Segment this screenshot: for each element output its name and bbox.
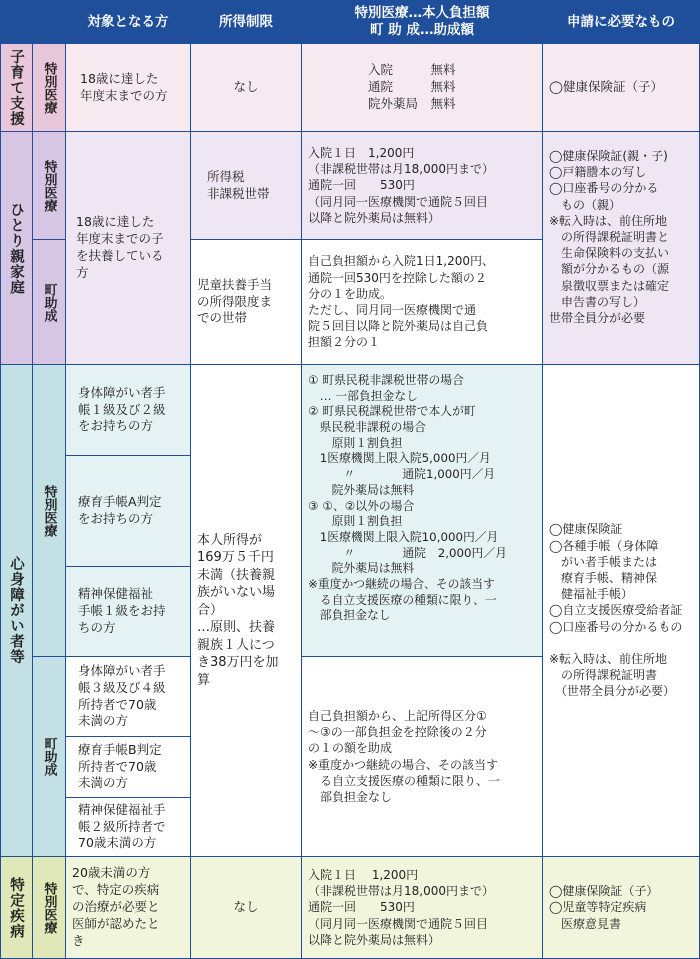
category-specific-disease: 特定疾病 [1,857,32,958]
sub-childcare-special: 特別医療 [33,44,65,131]
disability-target-special-3: 精神保健福祉 手帳１級をお持 ちの方 [66,567,190,656]
category-single-parent: ひとり親家庭 [1,132,32,364]
childcare-amount: 入院 無料 通院 無料 院外薬局 無料 [302,44,542,131]
specific-disease-target: 20歳未満の方 で、特定の疾病 の治療が必要と 医師が認めたと き [66,857,190,958]
sub-disability-town: 町助成 [33,657,65,856]
disability-target-town-1: 身体障がい者手 帳３級及び４級 所持者で70歳 未満の方 [66,657,190,736]
header-required: 申請に必要なもの [543,1,699,43]
category-disability: 心身障がい者等 [1,365,32,856]
sub-single-parent-special: 特別医療 [33,132,65,239]
single-parent-target: 18歳に達した 年度末までの子 を扶養している 方 [66,132,190,364]
header-amount [302,1,542,43]
disability-target-special-2: 療育手帳A判定 をお持ちの方 [66,456,190,566]
single-parent-income-town: 児童扶養手当 の所得限度ま での世帯 [191,240,301,364]
disability-target-town-3: 精神保健福祉手 帳２級所持者で 70歳未満の方 [66,798,190,856]
single-parent-required: ◯健康保険証(親・子) ◯戸籍謄本の写し ◯口座番号の分かる もの（親） ※転入時は、前住所地 の所得課税証明書と 生命保険料の支払い 額が分かるもの（源 泉徴収票または確定 申告書の写し） 世帯全員分が必要 [543,132,699,364]
specific-disease-amount: 入院１日 1,200円 （非課税世帯は月18,000円まで） 通院一回 530円 （同月同一医療機関で通院５回目 以降と院外薬局は無料） [302,857,542,958]
childcare-required: ◯健康保険証（子） [543,44,699,131]
sub-specific-disease-special: 特別医療 [33,857,65,958]
single-parent-amount-town: 自己負担額から入院1日1,200円、 通院一回530円を控除した額の２ 分の１を助成。 ただし、同月同一医療機関で通 院５回目以降と院外薬局は自己負 担額２分の１ [302,240,542,364]
sub-single-parent-town: 町助成 [33,240,65,364]
single-parent-income-special: 所得税 非課税世帯 [191,132,301,239]
disability-required: ◯健康保険証 ◯各種手帳（身体障 がい者手帳または 療育手帳、精神保 健福祉手帳） ◯自立支援医療受給者証 ◯口座番号の分かるもの ※転入時は、前住所地 の所得課税証明書 （世帯全員分が必要） [543,365,699,856]
disability-amount-town: 自己負担額から、上記所得区分① ～③の一部負担金を控除後の２分 の１の額を助成 ※重度かつ継続の場合、その該当す る自立支援医療の種類に限り、一 部負担金なし [302,657,542,856]
disability-income: 本人所得が 169万５千円 未満（扶養親 族がいない場 合） …原則、扶養 親族１人につ き38万円を加 算 [191,365,301,856]
disability-target-special-1: 身体障がい者手 帳１級及び２級 をお持ちの方 [66,365,190,455]
single-parent-amount-special: 入院１日 1,200円 （非課税世帯は月18,000円まで） 通院一回 530円 （同月同一医療機関で通院５回目 以降と院外薬局は無料） [302,132,542,239]
header-blank-category [1,1,32,43]
specific-disease-required: ◯健康保険証（子） ◯児童等特定疾病 医療意見書 [543,857,699,958]
disability-target-town-2: 療育手帳B判定 所持者で70歳 未満の方 [66,737,190,797]
header-target: 対象となる方 [66,1,190,43]
header-blank-sub [33,1,65,43]
childcare-target: 18歳に達した 年度末までの方 [66,44,190,131]
sub-disability-special: 特別医療 [33,365,65,656]
header-income: 所得制限 [191,1,301,43]
disability-amount-special: ① 町県民税非課税世帯の場合 … 一部負担金なし ② 町県民税課税世帯で本人が町 県民税非課税の場合 原則１割負担 1医療機関上限入院5,000円／月 〃 通院1,000円／月 院外薬局は無料 ③ ①、②以外の場合 原則１割負担 1医療機関上限入院10,000円／月 〃 通院 2,000円／月 院外薬局は無料 ※重度かつ継続の場合、その該当す る自立支援医療の種類に限り、一 部負担金なし [302,365,542,656]
header-amount-line2: 町 助 成…助成額 [370,22,474,38]
header-amount-line1: 特別医療…本人負担額 [354,5,490,22]
category-childcare: 子育て支援 [1,44,32,131]
childcare-income: なし [191,44,301,131]
specific-disease-income: なし [191,857,301,958]
